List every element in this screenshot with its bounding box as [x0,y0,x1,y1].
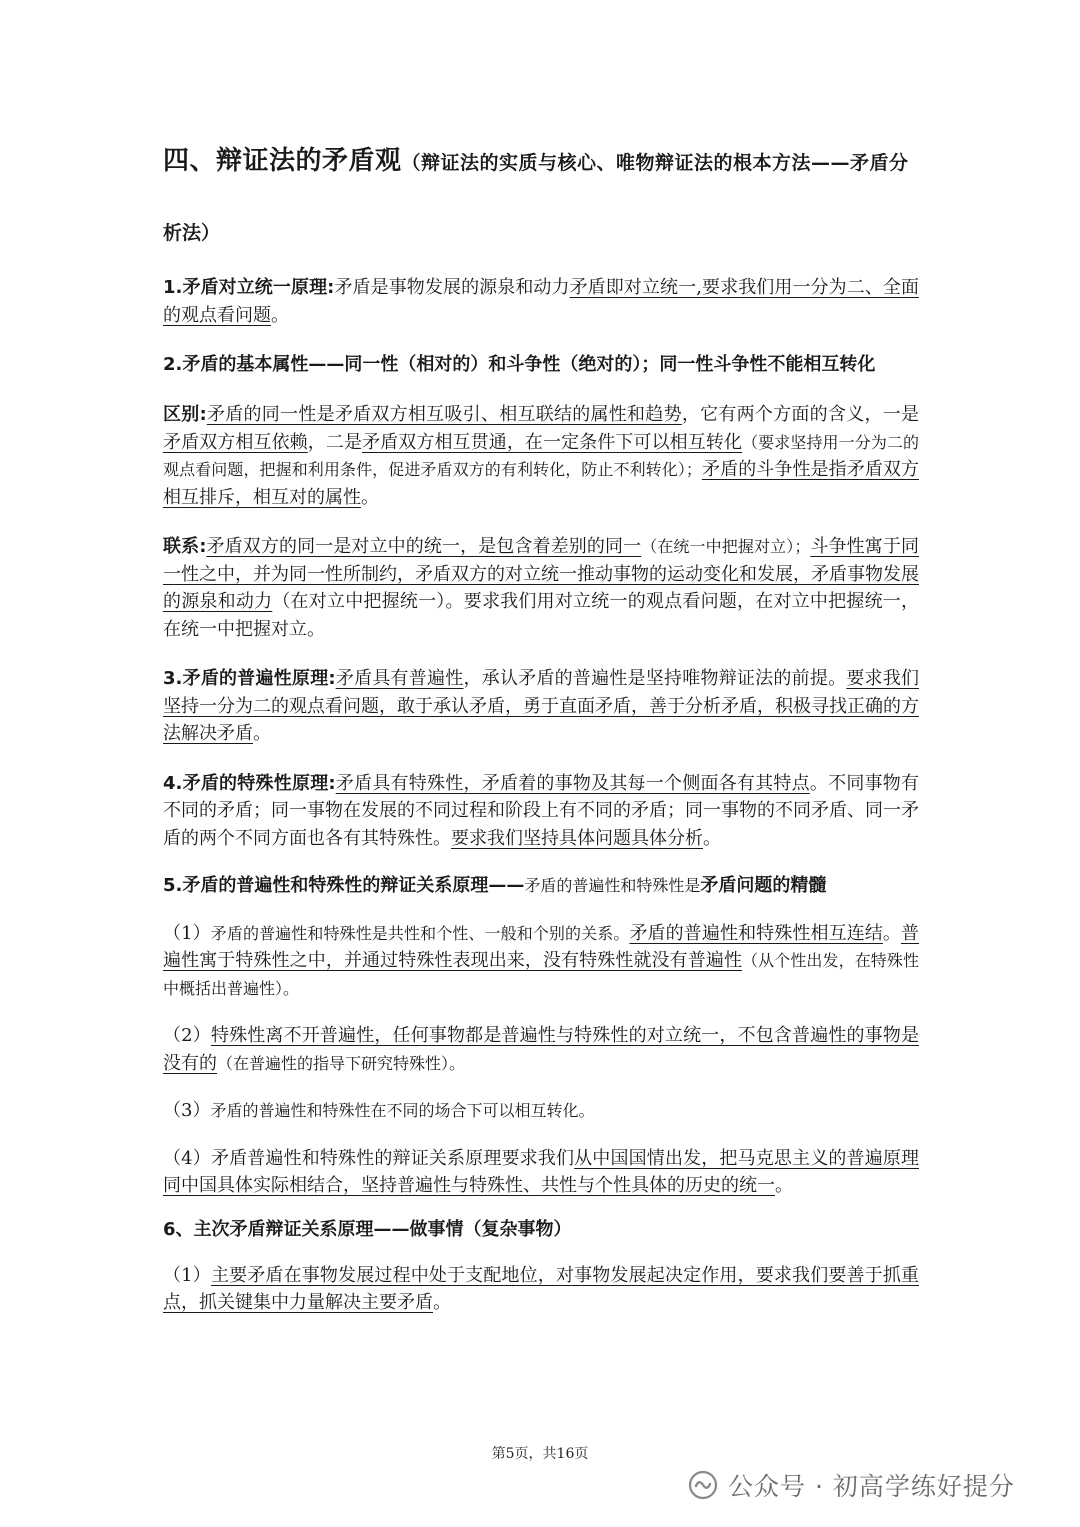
section-5-item-1-text-2: 。 [882,922,902,944]
section-5-item-3-text: 矛盾的普遍性和特殊性在不同的场合下可以相互转化。 [210,1101,595,1120]
difference-label: 区别: [163,404,207,425]
title-main: 四、辩证法的矛盾观 [163,146,402,176]
section-5-item-1-underlined-2: 普遍性寓于特殊性之中，并通过特殊性表现出来，没有特殊性就没有普遍性 [163,922,920,971]
section-3-underlined-2: 要求我们坚持一分为二的观点看问题，敢于承认矛盾，勇于直面矛盾，善于分析矛盾，积极寻找正确的方法解决矛盾 [163,668,920,744]
section-2-heading: 2.矛盾的基本属性——同一性（相对的）和斗争性（绝对的）；同一性斗争性不能相互转化 [163,354,876,375]
section-4 [163,770,919,853]
section-3-underlined-1: 矛盾具有普遍性 [335,668,464,689]
connection-label: 联系: [163,536,207,557]
section-1 [163,274,919,329]
connection-text-1: （在统一中把握对立）； [641,537,811,556]
section-5-heading [163,872,919,900]
section-1-end: 。 [271,304,289,326]
page-title [163,140,919,184]
section-3-text-1: ，承认矛盾的普遍性是坚持唯物辩证法的前提。 [463,668,847,689]
difference-underlined-2: 矛盾双方相互依赖 [163,431,308,453]
difference-text-1: ，它有两个方面的含义，一是 [681,404,920,425]
title-sub: （辩证法的实质与核心、唯物辩证法的根本方法——矛盾分 [401,152,909,174]
page-number-footer: 第5页，共16页 [491,1446,589,1462]
watermark [688,1465,1015,1505]
difference-underlined-1: 矛盾的同一性是矛盾双方相互吸引、相互联结的属性和趋势 [206,404,682,425]
section-5-item-3 [163,1097,919,1125]
item-number: （1） [163,922,211,944]
section-5-item-4-underlined: 从中国国情出发，把马克思主义的普遍原理同中国具体实际相结合，坚持普遍性与特殊性、共性与个性具体的历史的统一 [163,1147,920,1196]
section-4-heading: 4.矛盾的特殊性原理: [163,772,336,794]
difference-paragraph [163,401,919,511]
section-1-underlined: 矛盾即对立统一,要求我们用一分为二、全面的观点看问题 [163,277,919,326]
connection-underlined-2: 斗争性寓于同一性之中，并为同一性所制约，矛盾双方的对立统一推动事物的运动变化和发展，矛盾事物发展的源泉和动力 [163,536,919,612]
section-4-text-1: 。不同事物有不同的矛盾；同一事物在发展的不同过程和阶段上有不同的矛盾；同一事物的不同矛盾、同一矛盾的两个不同方面也各有其特殊性。 [163,772,920,849]
section-5-item-2 [163,1022,919,1077]
item-number: （1） [163,1264,211,1286]
section-5-item-4-end: 。 [775,1175,793,1196]
difference-text-2: ，二是 [307,431,363,453]
section-1-text: 矛盾是事物发展的源泉和动力 [334,277,570,298]
difference-underlined-4: 矛盾的斗争性是指矛盾双方相互排斥，相互对的属性 [163,459,919,508]
section-6-item-1 [163,1262,919,1317]
section-5-item-4-text: 矛盾普遍性和特殊性的辩证关系原理要求我们 [210,1147,575,1169]
section-5-item-1 [163,920,919,1003]
section-5-item-1-text-3: （从个性出发，在特殊性中概括出普遍性）。 [163,951,919,998]
section-5-item-2-text: （在普遍性的指导下研究特殊性）。 [217,1053,466,1073]
connection-paragraph [163,533,919,643]
wechat-channel-icon [688,1470,718,1500]
item-number: （4） [163,1147,211,1169]
difference-text-3: （要求坚持用一分为二的观点看问题，把握和利用条件，促进矛盾双方的有利转化，防止不利转化）； [163,432,920,479]
section-4-end: 。 [703,827,721,849]
section-5-item-2-underlined: 特殊性离不开普遍性，任何事物都是普遍性与特殊性的对立统一，不包含普遍性的事物是没有的 [163,1025,920,1074]
section-5-item-4 [163,1145,919,1200]
section-4-underlined-1: 矛盾具有特殊性，矛盾着的事物及其每一个侧面各有其特点 [335,772,810,794]
section-5-heading-plain: 矛盾的普遍性和特殊性是 [524,876,701,895]
difference-end: 。 [361,486,379,508]
connection-text-2: （在对立中把握统一）。要求我们用对立统一的观点看问题，在对立中把握统一，在统一中把握对立。 [163,591,920,640]
section-3 [163,665,919,748]
section-6-item-1-end: 。 [433,1292,451,1313]
section-3-heading: 3.矛盾的普遍性原理: [163,668,336,689]
section-5-item-1-underlined-1: 矛盾的普遍性和特殊性相互连结 [629,922,883,944]
section-4-underlined-2: 要求我们坚持具体问题具体分析 [451,827,703,849]
section-5-heading-bold: 矛盾问题的精髓 [700,875,827,896]
section-3-end: 。 [253,723,271,744]
section-6-heading: 6、主次矛盾辩证关系原理——做事情（复杂事物） [163,1218,572,1240]
difference-underlined-3: 矛盾双方相互贯通，在一定条件下可以相互转化 [362,431,743,453]
title-continuation: 析法） [163,222,221,244]
section-1-heading: 1.矛盾对立统一原理: [163,277,335,298]
document-page [163,140,919,1317]
connection-underlined-1: 矛盾双方的同一是对立中的统一，是包含着差别的同一 [206,536,642,557]
section-5-heading-text: 5.矛盾的普遍性和特殊性的辩证关系原理—— [163,875,525,896]
watermark-text: 公众号 · 初高学练好提分 [728,1472,1015,1501]
item-number: （3） [163,1100,211,1121]
section-6-item-1-underlined: 主要矛盾在事物发展过程中处于支配地位，对事物发展起决定作用，要求我们要善于抓重点，抓关键集中力量解决主要矛盾 [163,1264,920,1313]
item-number: （2） [163,1025,211,1046]
section-5-item-1-text-1: 矛盾的普遍性和特殊性是共性和个性、一般和个别的关系。 [210,923,630,943]
